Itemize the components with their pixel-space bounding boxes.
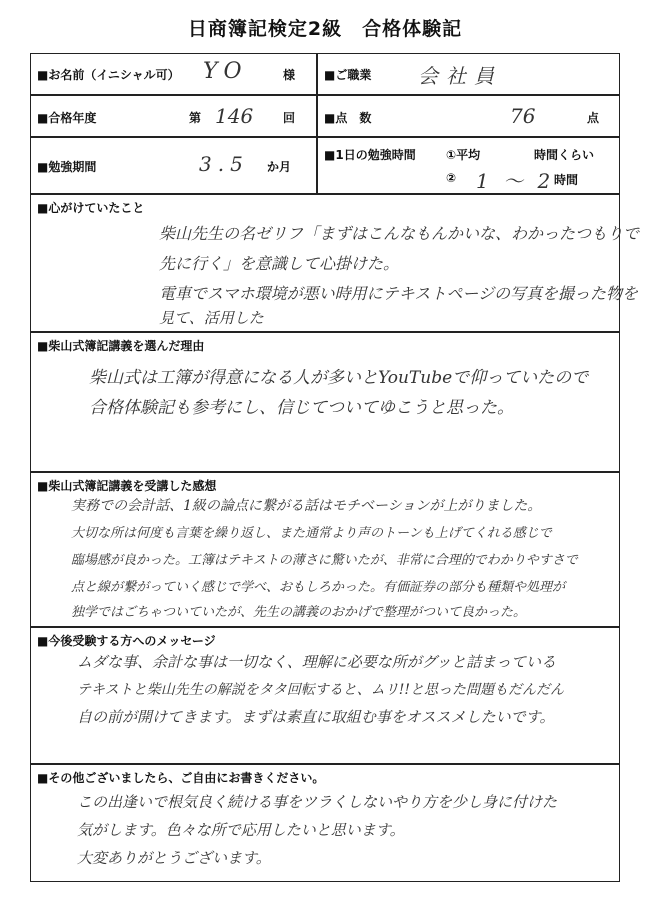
message-label: ■今後受験する方へのメッセージ	[37, 634, 216, 648]
pass-year-field-box	[30, 95, 317, 137]
name-suffix: 様	[283, 68, 296, 82]
daily-study-range-marker: ②	[446, 171, 457, 185]
name-label: ■お名前（イニシャル可）	[37, 68, 180, 82]
occupation-label: ■ご職業	[324, 68, 372, 82]
pass-year-suffix: 回	[283, 111, 296, 125]
score-field-box	[317, 95, 620, 137]
message-line: 自の前が開けてきます。まずは素直に取組む事をオススメしたいです。	[77, 708, 555, 726]
mindset-line: 見て、活用した	[159, 309, 264, 327]
pass-year-prefix: 第	[189, 111, 202, 125]
other-section	[30, 764, 620, 882]
page-title: 日商簿記検定2級 合格体験記	[187, 18, 463, 40]
mindset-line: 柴山先生の名ゼリフ「まずはこんなもんかいな、わかったつもりで	[159, 224, 640, 243]
reason-label: ■柴山式簿記講義を選んだ理由	[37, 339, 205, 353]
other-line: 気がします。色々な所で応用したいと思います。	[77, 821, 405, 839]
other-label: ■その他ございましたら、ご自由にお書きください。	[37, 771, 325, 785]
mindset-line: 先に行く」を意識して心掛けた。	[159, 254, 400, 273]
impressions-line: 大切な所は何度も言葉を繰り返し、また通常より声のトーンも上げてくれる感じで	[71, 526, 552, 541]
impressions-line: 実務での会計話、1級の論点に繋がる話はモチベーションが上がりました。	[71, 498, 542, 514]
other-line: 大変ありがとうございます。	[77, 849, 271, 867]
daily-study-avg-suffix: 時間くらい	[534, 148, 595, 162]
other-line: この出逢いで根気良く続ける事をツラくしないやり方を少し身に付けた	[77, 793, 558, 811]
mindset-label: ■心がけていたこと	[37, 201, 145, 215]
occupation-field-box	[317, 53, 620, 95]
impressions-line: 臨場感が良かった。工簿はテキストの薄さに驚いたが、非常に合理的でわかりやすさで	[71, 553, 578, 568]
daily-study-range-suffix: 時間	[554, 173, 579, 187]
reason-line: 合格体験記も参考にし、信じてついてゆこうと思った。	[89, 398, 514, 418]
score-label: ■点 数	[324, 111, 372, 125]
daily-study-label: ■1日の勉強時間	[324, 148, 416, 162]
pass-year-label: ■合格年度	[37, 111, 97, 125]
name-value: YO	[203, 59, 248, 84]
impressions-line: 独学ではごちゃついていたが、先生の講義のおかげで整理がついて良かった。	[71, 605, 527, 620]
reason-line: 柴山式は工簿が得意になる人が多いとYouTubeで仰っていたので	[89, 368, 589, 388]
message-line: ムダな事、余計な事は一切なく、理解に必要な所がグッと詰まっている	[77, 653, 556, 671]
score-value: 76	[510, 104, 536, 128]
impressions-line: 点と線が繋がっていく感じで学べ、おもしろかった。有価証券の部分も種類や処理が	[71, 580, 566, 595]
name-field-box	[30, 53, 317, 95]
occupation-value: 会社員	[418, 64, 502, 88]
mindset-section	[30, 194, 640, 332]
message-line: テキストと柴山先生の解説をタタ回転すると、ムリ!!と思った問題もだんだん	[77, 682, 564, 698]
study-period-label: ■勉強期間	[37, 160, 97, 174]
study-period-field-box	[30, 137, 317, 194]
score-suffix: 点	[587, 111, 600, 125]
daily-study-avg-label: ①平均	[446, 148, 481, 162]
message-section	[30, 627, 620, 764]
impressions-section	[30, 472, 620, 627]
impressions-label: ■柴山式簿記講義を受講した感想	[37, 479, 217, 493]
study-period-value: 3.5	[199, 152, 249, 176]
mindset-line: 電車でスマホ環境が悪い時用にテキストページの写真を撮った物を	[159, 284, 639, 303]
study-period-suffix: か月	[267, 160, 292, 174]
pass-year-value: 146	[215, 104, 254, 128]
daily-study-field-box	[317, 137, 620, 194]
daily-study-range-value: 1 ～ 2	[476, 169, 555, 193]
reason-section	[30, 332, 620, 472]
